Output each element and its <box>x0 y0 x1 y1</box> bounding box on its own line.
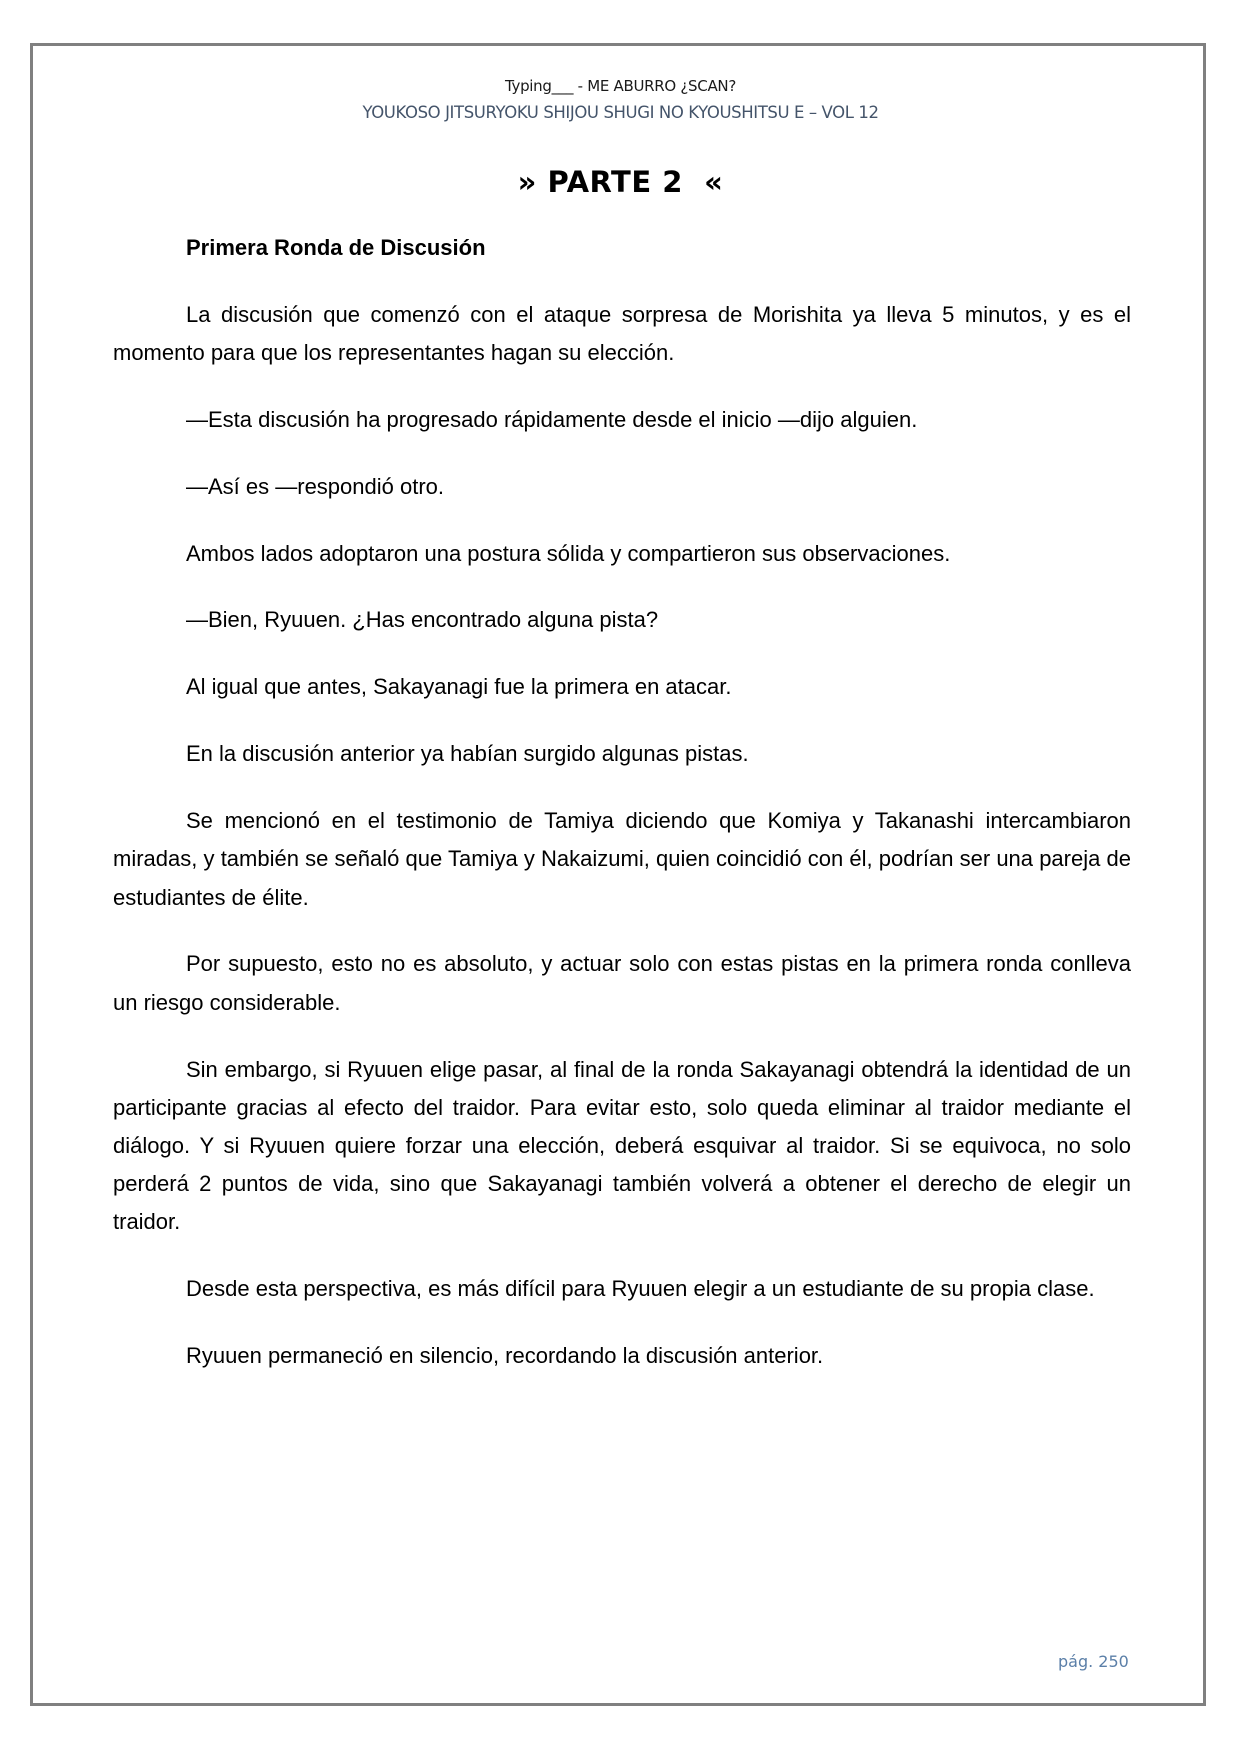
paragraph: Desde esta perspectiva, es más difícil para Ryuuen elegir a un estudiante de su propia clase. <box>186 1276 1095 1302</box>
header-scan-group: Typing___ - ME ABURRO ¿SCAN? <box>504 77 736 95</box>
page-number: pág. 250 <box>1058 1652 1129 1671</box>
chapter-title: » PARTE 2 « <box>517 165 724 199</box>
paragraph: —Esta discusión ha progresado rápidamente desde el inicio —dijo alguien. <box>186 406 918 432</box>
paragraph: Se mencionó en el testimonio de Tamiya diciendo que Komiya y Takanashi intercambiaron miradas, y también se señaló que Tamiya y Nakaizumi, quien coincidió con él, podrían ser una pareja de estudiantes de élite. <box>113 808 1131 910</box>
paragraph: Ambos lados adoptaron una postura sólida y compartieron sus observaciones. <box>186 540 951 566</box>
paragraph: —Así es —respondió otro. <box>186 473 445 499</box>
paragraph: La discusión que comenzó con el ataque sorpresa de Morishita ya lleva 5 minutos, y es el momento para que los representantes hagan su elección. <box>113 301 1131 365</box>
paragraph: —Bien, Ryuuen. ¿Has encontrado alguna pista? <box>186 607 659 633</box>
paragraph: Ryuuen permaneció en silencio, recordando la discusión anterior. <box>186 1343 824 1369</box>
section-heading: Primera Ronda de Discusión <box>186 235 486 260</box>
paragraph: Al igual que antes, Sakayanagi fue la primera en atacar. <box>186 674 732 700</box>
paragraph: En la discusión anterior ya habían surgido algunas pistas. <box>186 741 749 767</box>
header-book-title: YOUKOSO JITSURYOKU SHIJOU SHUGI NO KYOUSHITSU E – VOL 12 <box>362 103 879 122</box>
paragraph: Por supuesto, esto no es absoluto, y actuar solo con estas pistas en la primera ronda conlleva un riesgo considerable. <box>113 951 1131 1015</box>
page-header <box>0 74 1241 128</box>
document-body <box>113 229 1131 1404</box>
paragraph: Sin embargo, si Ryuuen elige pasar, al final de la ronda Sakayanagi obtendrá la identidad de un participante gracias al efecto del traidor. Para evitar esto, solo queda eliminar al traidor mediante el diálogo. Y si Ryuuen quiere forzar una elección, deberá esquivar al traidor. Si se equivoca, no solo perderá 2 puntos de vida, sino que Sakayanagi también volverá a obtener el derecho de elegir un traidor. <box>113 1056 1131 1235</box>
